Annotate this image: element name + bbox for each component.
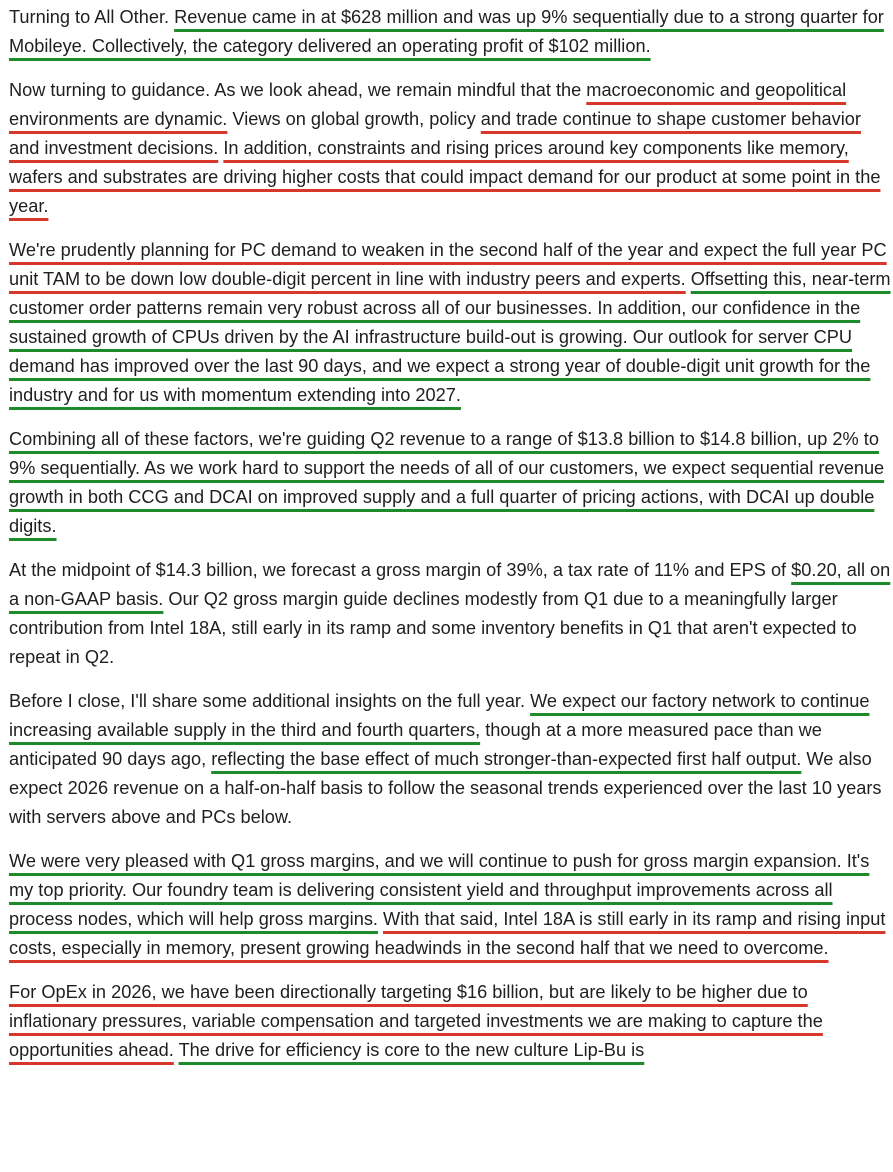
highlight-positive: We expect our factory network to continue increasing available supply in the third and fourth quarters, — [9, 691, 870, 740]
transcript-document — [0, 3, 893, 1172]
text-segment: Before I close, I'll share some additional insights on the full year. — [9, 691, 531, 711]
paragraph-all-other — [9, 3, 893, 61]
highlight-negative: With that said, Intel 18A is still early in its ramp and rising input costs, especially in memory, present growing headwinds in the second half that we need to overcome. — [9, 909, 886, 958]
text-segment: Turning to All Other. — [9, 7, 175, 27]
highlight-negative: and trade continue to shape customer behavior and investment decisions. — [9, 109, 861, 158]
paragraph-guidance — [9, 76, 893, 221]
text-segment: Views on global growth, policy — [227, 109, 481, 129]
paragraph-q1-margins — [9, 847, 893, 963]
highlight-negative: macroeconomic and geopolitical environments are dynamic. — [9, 80, 847, 129]
highlight-positive: Offsetting this, near-term customer order patterns remain very robust across all of our businesses. In addition, our confidence in the sustained growth of CPUs driven by the AI infrastructure build-out is growing. Our outlook for server CPU demand has improved over the last 90 days, and we expect a strong year of double-digit unit growth for the industry and for us with momentum extending into 2027. — [9, 269, 891, 405]
text-segment: We also expect 2026 revenue on a half-on-half basis to follow the seasonal trends experienced over the last 10 years with servers above and PCs below. — [9, 749, 882, 827]
text-segment: Now turning to guidance. As we look ahead, we remain mindful that the — [9, 80, 587, 100]
highlight-positive: $0.20, all on a non-GAAP basis. — [9, 560, 891, 609]
text-segment: though at a more measured pace than we anticipated 90 days ago, — [9, 720, 822, 769]
text-segment: Our Q2 gross margin guide declines modestly from Q1 due to a meaningfully larger contribution from Intel 18A, still early in its ramp and some inventory benefits in Q1 that aren't expected to repeat in Q2. — [9, 589, 857, 667]
paragraph-gross-margin-forecast — [9, 556, 893, 672]
highlight-positive: We were very pleased with Q1 gross margins, and we will continue to push for gross margin expansion. It's my top priority. Our foundry team is delivering consistent yield and throughput improvements across all process nodes, which will help gross margins. — [9, 851, 870, 929]
highlight-negative: We're prudently planning for PC demand to weaken in the second half of the year and expect the full year PC unit TAM to be down low double-digit percent in line with industry peers and experts. — [9, 240, 887, 289]
highlight-negative: In addition, constraints and rising prices around key components like memory, wafers and substrates are driving higher costs that could impact demand for our product at some point in the year. — [9, 138, 881, 216]
highlight-positive: The drive for efficiency is core to the new culture Lip-Bu is — [178, 1040, 645, 1060]
highlight-positive: reflecting the base effect of much stronger-than-expected first half output. — [211, 749, 802, 769]
highlight-positive: Combining all of these factors, we're guiding Q2 revenue to a range of $13.8 billion to $14.8 billion, up 2% to 9% sequentially. As we work hard to support the needs of all of our customers, we expect sequential revenue growth in both CCG and DCAI on improved supply and a full quarter of pricing actions, with DCAI up double digits. — [9, 429, 885, 536]
paragraph-full-year — [9, 687, 893, 832]
text-segment: At the midpoint of $14.3 billion, we forecast a gross margin of 39%, a tax rate of 11% and EPS of — [9, 560, 792, 580]
paragraph-q2-revenue — [9, 425, 893, 541]
highlight-negative: For OpEx in 2026, we have been directionally targeting $16 billion, but are likely to be higher due to inflationary pressures, variable compensation and targeted investments we are making to capture the opportunities ahead. — [9, 982, 823, 1060]
paragraph-pc-demand — [9, 236, 893, 410]
paragraph-opex — [9, 978, 893, 1065]
highlight-positive: Revenue came in at $628 million and was up 9% sequentially due to a strong quarter for Mobileye. Collectively, the category delivered an operating profit of $102 million. — [9, 7, 884, 56]
